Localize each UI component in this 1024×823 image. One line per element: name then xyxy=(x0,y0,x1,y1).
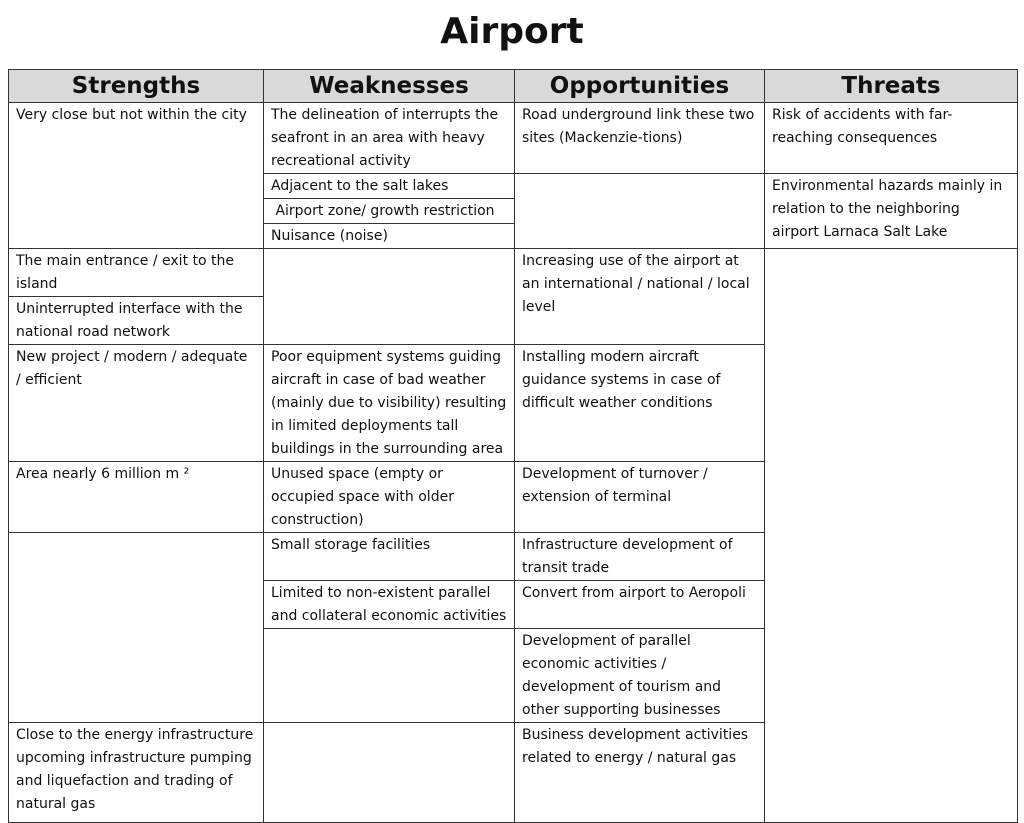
strength-cell: New project / modern / adequate / efficient xyxy=(9,345,264,462)
opportunity-cell: Development of turnover / extension of terminal xyxy=(515,462,765,533)
page-title: Airport xyxy=(440,11,584,52)
strength-empty-cell xyxy=(9,533,264,723)
opportunity-cell: Business development activities related to energy / natural gas xyxy=(515,723,765,823)
weaknesses-header: Weaknesses xyxy=(264,70,515,103)
weakness-empty-cell xyxy=(264,629,515,723)
table-row xyxy=(9,103,1018,174)
header-row xyxy=(9,70,1018,103)
weakness-cell: Limited to non-existent parallel and collateral economic activities xyxy=(264,581,515,629)
opportunity-cell: Road underground link these two sites (Mackenzie-tions) xyxy=(515,103,765,174)
strengths-header: Strengths xyxy=(9,70,264,103)
weakness-cell: The delineation of interrupts the seafront in an area with heavy recreational activity xyxy=(264,103,515,174)
opportunities-header: Opportunities xyxy=(515,70,765,103)
weakness-empty-cell xyxy=(264,723,515,823)
weakness-cell: Airport zone/ growth restriction xyxy=(264,199,515,224)
strength-cell: Close to the energy infrastructure upcoming infrastructure pumping and liquefaction and trading of natural gas xyxy=(9,723,264,823)
opportunity-cell: Increasing use of the airport at an international / national / local level xyxy=(515,249,765,345)
weakness-cell: Nuisance (noise) xyxy=(264,224,515,249)
opportunity-empty-cell xyxy=(515,174,765,249)
swot-table xyxy=(8,69,1018,823)
threat-cell: Environmental hazards mainly in relation to the neighboring airport Larnaca Salt Lake xyxy=(765,174,1018,249)
opportunity-cell: Development of parallel economic activities / development of tourism and other supporting businesses xyxy=(515,629,765,723)
strength-cell: Very close but not within the city xyxy=(9,103,264,249)
weakness-cell: Poor equipment systems guiding aircraft in case of bad weather (mainly due to visibility) resulting in limited deployments tall buildings in the surrounding area xyxy=(264,345,515,462)
table-row xyxy=(9,249,1018,297)
threats-header: Threats xyxy=(765,70,1018,103)
threat-empty-cell xyxy=(765,249,1018,823)
opportunity-cell: Installing modern aircraft guidance systems in case of difficult weather conditions xyxy=(515,345,765,462)
threat-cell: Risk of accidents with far-reaching consequences xyxy=(765,103,1018,174)
strength-cell: The main entrance / exit to the island xyxy=(9,249,264,297)
opportunity-cell: Infrastructure development of transit trade xyxy=(515,533,765,581)
strength-cell: Uninterrupted interface with the national road network xyxy=(9,297,264,345)
strength-cell: Area nearly 6 million m ² xyxy=(9,462,264,533)
weakness-empty-cell xyxy=(264,249,515,345)
weakness-cell: Adjacent to the salt lakes xyxy=(264,174,515,199)
weakness-cell: Small storage facilities xyxy=(264,533,515,581)
opportunity-cell: Convert from airport to Aeropoli xyxy=(515,581,765,629)
weakness-cell: Unused space (empty or occupied space with older construction) xyxy=(264,462,515,533)
